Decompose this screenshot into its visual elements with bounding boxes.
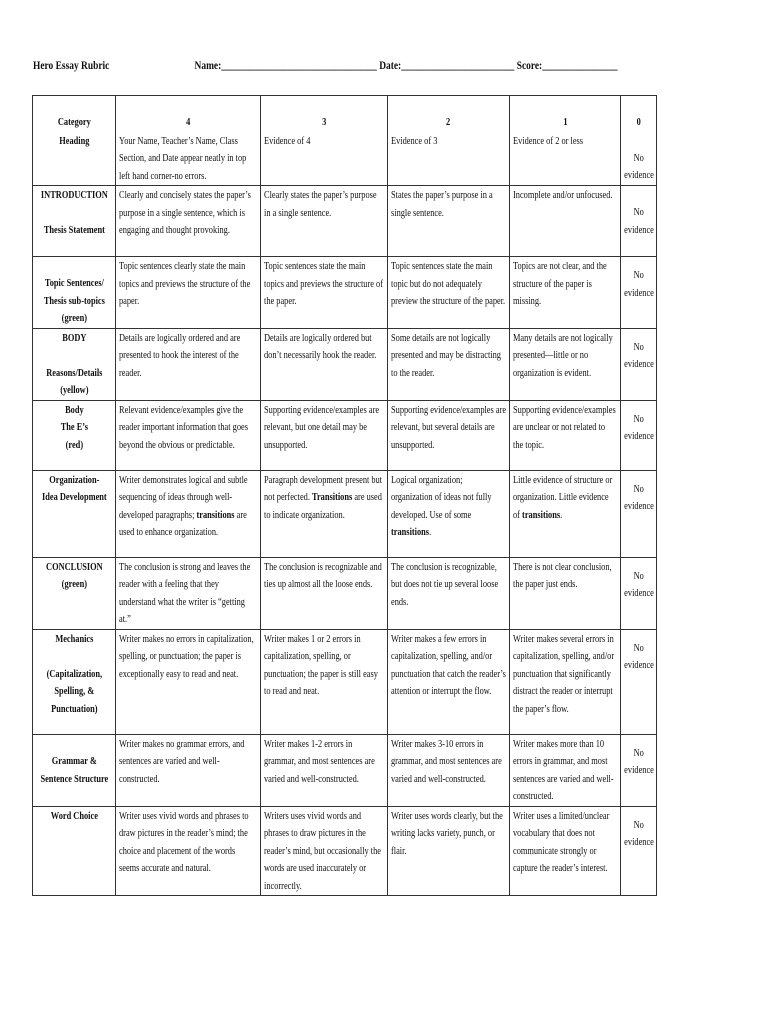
column-header-4: 4: [116, 96, 261, 132]
score-4-cell: Writer demonstrates logical and subtle sequencing of ideas through well-developed paragraphs; transitions are used to enhance organization.: [116, 470, 261, 557]
score-2-cell: Some details are not logically presented and may be distracting to the reader.: [388, 328, 510, 400]
score-0-cell: No evidence: [621, 629, 657, 734]
score-3-cell: Writers uses vivid words and phrases to draw pictures in the reader’s mind, but occasionally the words are used inaccurately or incorrectly.: [261, 806, 388, 896]
score-3-cell: Details are logically ordered but don’t necessarily hook the reader.: [261, 328, 388, 400]
header-row: [33, 96, 657, 132]
table-row: [33, 132, 657, 186]
score-3-cell: Evidence of 4: [261, 132, 388, 186]
score-2-cell: Writer uses words clearly, but the writing lacks variety, punch, or flair.: [388, 806, 510, 896]
score-4-cell: Relevant evidence/examples give the reader important information that goes beyond the obvious or predictable.: [116, 400, 261, 470]
score-1-cell: There is not clear conclusion, the paper just ends.: [510, 557, 621, 629]
column-header-category: Category: [33, 96, 116, 132]
score-2-cell: Logical organization; organization of ideas not fully developed. Use of some transitions.: [388, 470, 510, 557]
score-4-cell: Topic sentences clearly state the main topics and previews the structure of the paper.: [116, 257, 261, 329]
score-0-cell: No evidence: [621, 400, 657, 470]
category-cell: Word Choice: [33, 806, 116, 896]
score-4-cell: Clearly and concisely states the paper’s purpose in a single sentence, which is engaging and thought provoking.: [116, 186, 261, 257]
score-3-cell: Writer makes 1-2 errors in grammar, and most sentences are varied and well-constructed.: [261, 734, 388, 806]
table-row: [33, 328, 657, 400]
score-1-cell: Incomplete and/or unfocused.: [510, 186, 621, 257]
table-row: [33, 629, 657, 734]
score-1-cell: Writer uses a limited/unclear vocabulary that does not communicate strongly or capture the reader’s interest.: [510, 806, 621, 896]
score-1-cell: Topics are not clear, and the structure of the paper is missing.: [510, 257, 621, 329]
table-row: [33, 257, 657, 329]
category-cell: BODY Reasons/Details (yellow): [33, 328, 116, 400]
score-0-cell: No evidence: [621, 470, 657, 557]
score-1-cell: Many details are not logically presented—little or no organization is evident.: [510, 328, 621, 400]
score-2-cell: Evidence of 3: [388, 132, 510, 186]
score-4-cell: Writer uses vivid words and phrases to draw pictures in the reader’s mind; the choice and placement of the words seems accurate and natural.: [116, 806, 261, 896]
category-cell: Grammar & Sentence Structure: [33, 734, 116, 806]
column-header-2: 2: [388, 96, 510, 132]
score-3-cell: Clearly states the paper’s purpose in a single sentence.: [261, 186, 388, 257]
score-4-cell: Details are logically ordered and are presented to hook the interest of the reader.: [116, 328, 261, 400]
score-2-cell: Supporting evidence/examples are relevant, but several details are unsupported.: [388, 400, 510, 470]
table-row: [33, 557, 657, 629]
table-row: [33, 734, 657, 806]
score-1-cell: Little evidence of structure or organization. Little evidence of transitions.: [510, 470, 621, 557]
table-row: [33, 400, 657, 470]
table-row: [33, 806, 657, 896]
score-2-cell: Topic sentences state the main topic but do not adequately preview the structure of the paper.: [388, 257, 510, 329]
score-3-cell: Topic sentences state the main topics and previews the structure of the paper.: [261, 257, 388, 329]
score-4-cell: Your Name, Teacher’s Name, Class Section, and Date appear neatly in top left hand corner-no errors.: [116, 132, 261, 186]
rubric-table: [32, 95, 657, 896]
column-header-0: 0: [621, 96, 657, 132]
score-2-cell: The conclusion is recognizable, but does not tie up several loose ends.: [388, 557, 510, 629]
score-3-cell: Paragraph development present but not perfected. Transitions are used to indicate organization.: [261, 470, 388, 557]
score-0-cell: No evidence: [621, 734, 657, 806]
table-row: [33, 470, 657, 557]
category-cell: INTRODUCTION Thesis Statement: [33, 186, 116, 257]
score-1-cell: Writer makes several errors in capitalization, spelling, and/or punctuation that significantly distract the reader or interrupt the paper’s flow.: [510, 629, 621, 734]
category-cell: Mechanics (Capitalization, Spelling, & Punctuation): [33, 629, 116, 734]
category-cell: Topic Sentences/ Thesis sub-topics (green): [33, 257, 116, 329]
score-0-cell: No evidence: [621, 186, 657, 257]
score-3-cell: Supporting evidence/examples are relevant, but one detail may be unsupported.: [261, 400, 388, 470]
category-cell: Heading: [33, 132, 116, 186]
name-date-score-line: Name:_________________________________ Date:________________________ Score:________________: [194, 60, 618, 72]
table-row: [33, 186, 657, 257]
score-0-cell: No evidence: [621, 132, 657, 186]
score-4-cell: Writer makes no grammar errors, and sentences are varied and well-constructed.: [116, 734, 261, 806]
score-0-cell: No evidence: [621, 806, 657, 896]
category-cell: CONCLUSION (green): [33, 557, 116, 629]
column-header-3: 3: [261, 96, 388, 132]
score-4-cell: Writer makes no errors in capitalization, spelling, or punctuation; the paper is exceptionally easy to read and neat.: [116, 629, 261, 734]
score-0-cell: No evidence: [621, 257, 657, 329]
score-1-cell: Writer makes more than 10 errors in grammar, and most sentences are varied and well-constructed.: [510, 734, 621, 806]
category-cell: Body The E’s (red): [33, 400, 116, 470]
score-2-cell: States the paper’s purpose in a single sentence.: [388, 186, 510, 257]
score-4-cell: The conclusion is strong and leaves the reader with a feeling that they understand what the writer is “getting at.”: [116, 557, 261, 629]
column-header-1: 1: [510, 96, 621, 132]
score-1-cell: Evidence of 2 or less: [510, 132, 621, 186]
score-3-cell: The conclusion is recognizable and ties up almost all the loose ends.: [261, 557, 388, 629]
score-2-cell: Writer makes a few errors in capitalization, spelling, and/or punctuation that catch the reader’s attention or interrupt the flow.: [388, 629, 510, 734]
score-3-cell: Writer makes 1 or 2 errors in capitalization, spelling, or punctuation; the paper is still easy to read and neat.: [261, 629, 388, 734]
header-line: [33, 60, 621, 72]
score-1-cell: Supporting evidence/examples are unclear or not related to the topic.: [510, 400, 621, 470]
score-0-cell: No evidence: [621, 557, 657, 629]
score-2-cell: Writer makes 3-10 errors in grammar, and most sentences are varied and well-constructed.: [388, 734, 510, 806]
score-0-cell: No evidence: [621, 328, 657, 400]
rubric-title: Hero Essay Rubric: [33, 60, 110, 72]
category-cell: Organization- Idea Development: [33, 470, 116, 557]
